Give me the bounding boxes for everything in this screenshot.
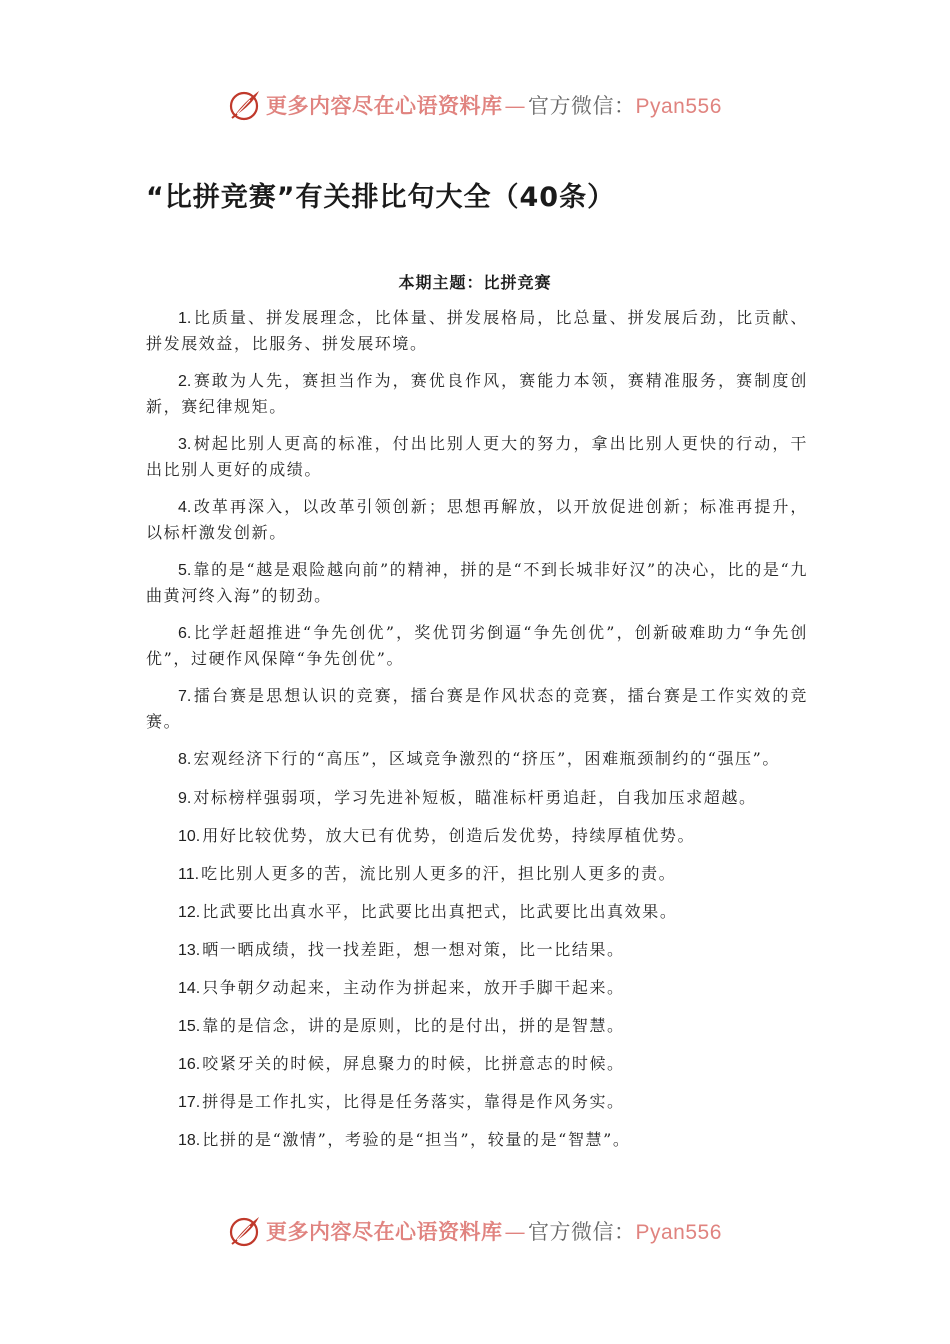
watermark-dash: — [504,1220,526,1244]
item-text: 晒一晒成绩，找一找差距，想一想对策，比一比结果。 [202,939,625,959]
list-item [146,495,808,545]
item-text: 靠的是信念，讲的是原则，比的是付出，拼的是智慧。 [202,1015,625,1035]
item-text: 改革再深入，以改革引领创新；思想再解放，以开放促进创新；标准再提升，以标杆激发创新。 [146,497,808,542]
item-number: 15. [178,1017,201,1035]
watermark-wechat-id: Pyan556 [635,95,722,118]
item-number: 7. [178,688,192,705]
list-item [146,432,808,482]
item-number: 17. [178,1093,201,1111]
item-text: 对标榜样强弱项，学习先进补短板，瞄准标杆勇追赶，自我加压求超越。 [193,787,757,807]
item-number: 3. [178,436,192,453]
item-number: 14. [178,979,201,997]
list-item [146,862,808,888]
list-item [146,684,808,734]
watermark-wechat-id: Pyan556 [635,1221,722,1244]
list-item [146,747,808,773]
list-item [146,558,808,608]
list-item [146,621,808,671]
item-text: 树起比别人更高的标准，付出比别人更大的努力，拿出比别人更快的行动，干出比别人更好的成绩。 [146,434,808,479]
item-text: 宏观经济下行的“高压”，区域竞争激烈的“挤压”，困难瓶颈制约的“强压”。 [193,749,781,768]
list-item [146,938,808,964]
item-text: 比质量、拼发展理念，比体量、拼发展格局，比总量、拼发展后劲，比贡献、拼发展效益，比服务、拼发展环境。 [146,308,808,353]
quill-pen-logo-icon [228,1214,262,1248]
item-text: 赛敢为人先，赛担当作为，赛优良作风，赛能力本领，赛精准服务，赛制度创新，赛纪律规矩。 [146,371,808,416]
item-text: 比拼的是“激情”，考验的是“担当”，较量的是“智慧”。 [202,1129,631,1149]
list-item [146,824,808,850]
list-item [146,976,808,1002]
item-number: 2. [178,373,192,390]
item-text: 比学赶超推进“争先创优”，奖优罚劣倒逼“争先创优”，创新破难助力“争先创优”，过硬作风保障“争先创优”。 [146,623,808,668]
watermark-banner-bottom [228,1211,748,1251]
watermark-site-text: 更多内容尽在心语资料库 [266,1219,503,1244]
item-text: 咬紧牙关的时候，屏息聚力的时候，比拼意志的时候。 [202,1053,625,1073]
item-number: 11. [178,865,200,883]
item-text: 吃比别人更多的苦，流比别人更多的汗，担比别人更多的责。 [201,863,677,883]
item-number: 5. [178,562,192,579]
list-item [146,369,808,419]
list-item [146,1090,808,1116]
item-number: 10. [178,827,201,845]
item-text: 拼得是工作扎实，比得是任务落实，靠得是作风务实。 [202,1091,625,1111]
item-number: 6. [178,625,192,642]
quill-pen-logo-icon [228,88,262,122]
watermark-site-text: 更多内容尽在心语资料库 [266,93,503,118]
item-number: 9. [178,789,192,807]
item-text: 靠的是“越是艰险越向前”的精神，拼的是“不到长城非好汉”的决心，比的是“九曲黄河终入海”的韧劲。 [146,560,808,605]
item-text: 比武要比出真水平，比武要比出真把式，比武要比出真效果。 [202,901,678,921]
topic-subtitle: 本期主题：比拼竞赛 [398,273,552,292]
item-text: 只争朝夕动起来，主动作为拼起来，放开手脚干起来。 [202,977,625,997]
item-text: 擂台赛是思想认识的竞赛，擂台赛是作风状态的竞赛，擂台赛是工作实效的竞赛。 [146,686,808,731]
list-item [146,1052,808,1078]
watermark-wechat-label: 官方微信： [528,94,636,118]
watermark-dash: — [504,94,526,118]
list-item [146,1014,808,1040]
list-item [146,900,808,926]
watermark-banner-top [228,85,748,125]
item-text: 用好比较优势，放大已有优势，创造后发优势，持续厚植优势。 [202,825,696,845]
list-item [146,306,808,356]
item-number: 13. [178,941,201,959]
item-number: 4. [178,499,192,516]
item-number: 8. [178,751,192,768]
item-number: 1. [178,310,192,327]
item-number: 12. [178,903,201,921]
item-number: 16. [178,1055,201,1073]
page-title: “比拼竞赛”有关排比句大全（40条） [146,182,616,213]
watermark-wechat-label: 官方微信： [528,1220,636,1244]
list-item [146,786,808,812]
sentence-list [146,306,808,1166]
item-number: 18. [178,1131,201,1149]
list-item [146,1128,808,1154]
